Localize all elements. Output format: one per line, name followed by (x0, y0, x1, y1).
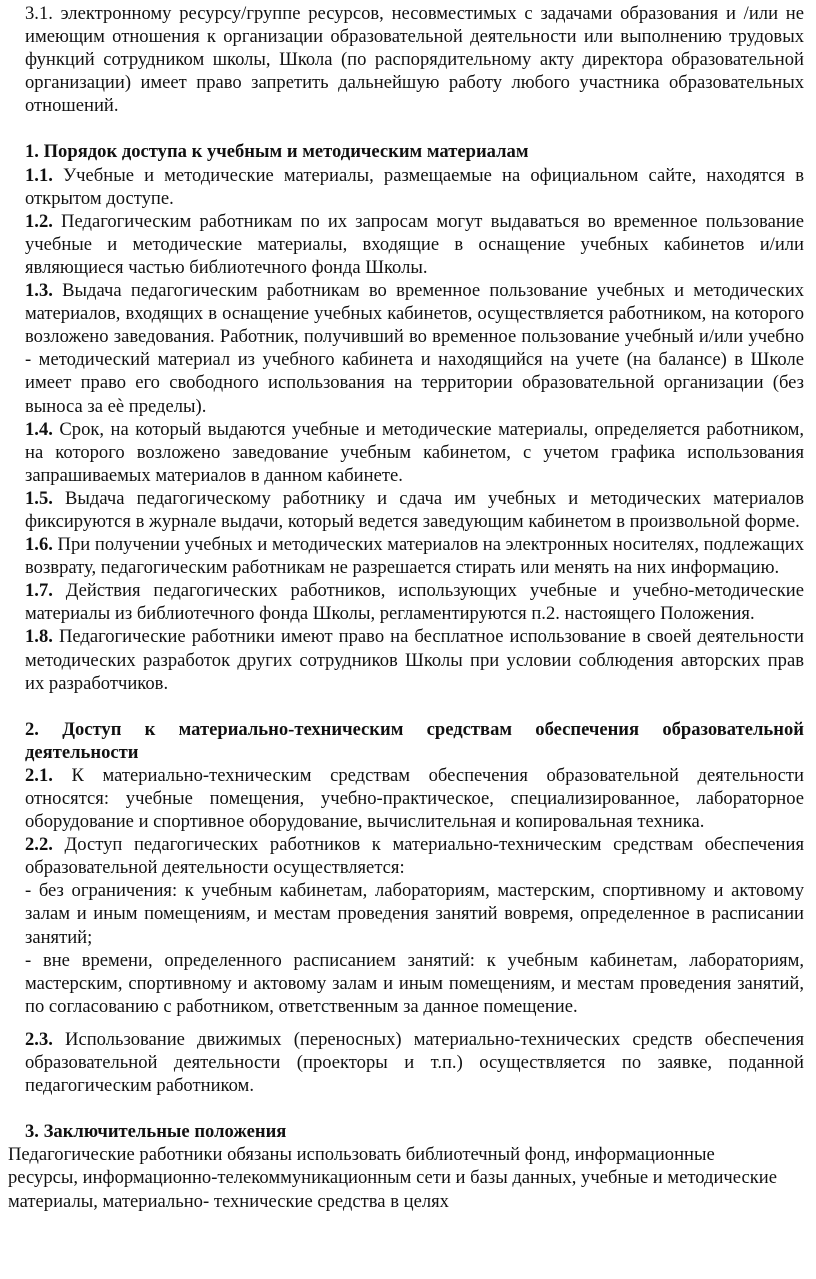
clause-1-5 (25, 487, 804, 533)
section-3-text: Педагогические работники обязаны использовать библиотечный фонд, информационные ресурсы, информационно-телекоммуникационным сети и базы данных, учебные и методические материалы, материально- технические средства в целях (8, 1144, 777, 1212)
clause-text: Педагогические работники имеют право на бесплатное использование в своей деятельности методических разработок других сотрудников Школы при условии соблюдения авторских прав их разработчиков. (25, 626, 804, 694)
intro-paragraph (25, 2, 804, 117)
section-1-heading: 1. Порядок доступа к учебным и методическим материалам (25, 141, 529, 163)
spacer (25, 1097, 804, 1120)
clause-number: 1.5. (25, 487, 53, 509)
clause-text: Педагогическим работникам по их запросам могут выдаваться во временное пользование учебные и методические материалы, входящие в оснащение учебных кабинетов и/или являющиеся частью библиотечного фонда Школы. (25, 210, 804, 278)
clause-text: Использование движимых (переносных) материально-технических средств обеспечения образовательной деятельности (проекторы и т.п.) осуществляется по заявке, поданной педагогическим работником. (25, 1028, 804, 1097)
clause-2-3 (25, 1028, 804, 1097)
clause-number: 1.3. (25, 280, 53, 302)
clause-2-2 (25, 833, 804, 879)
clause-text: К материально-техническим средствам обеспечения образовательной деятельности относятся: учебные помещения, учебно-практическое, специализированное, лабораторное оборудование и спортивное оборудование, вычислительная и копировальная техника. (25, 764, 804, 833)
clause-1-3 (25, 279, 804, 418)
spacer (25, 1018, 804, 1028)
clause-number: 2.1. (25, 764, 53, 786)
clause-number: 2.3. (25, 1028, 53, 1050)
clause-text: Действия педагогических работников, использующих учебные и учебно-методические материалы из библиотечного фонда Школы, регламентируются п.2. настоящего Положения. (25, 580, 804, 625)
clause-number: 1.4. (25, 418, 53, 440)
clause-number: 1.8. (25, 626, 53, 648)
clause-text: При получении учебных и методических материалов на электронных носителях, подлежащих возврату, педагогическим работникам не разрешается стирать или менять на них информацию. (25, 534, 804, 579)
clause-1-2 (25, 210, 804, 279)
bullet-item: - без ограничения: к учебным кабинетам, лабораториям, мастерским, спортивному и актовому залам и иным помещениям, и местам проведения занятий вовремя, определенное в расписании занятий; (25, 880, 804, 948)
section-2-heading: 2. Доступ к материально-техническим средствам обеспечения образовательной деятельности (25, 718, 804, 763)
clause-number: 1.7. (25, 580, 53, 602)
clause-number: 1.2. (25, 210, 53, 232)
clause-text: Выдача педагогическому работнику и сдача им учебных и методических материалов фиксируются в журнале выдачи, который ведется заведующим кабинетом в произвольной форме. (25, 487, 804, 532)
clause-number: 1.1. (25, 164, 53, 186)
spacer (25, 695, 804, 718)
clause-1-6 (25, 533, 804, 579)
clause-text: Доступ педагогических работников к материально-техническим средствам обеспечения образовательной деятельности осуществляется: (25, 834, 804, 879)
spacer (25, 117, 804, 140)
intro-text: электронному ресурсу/группе ресурсов, несовместимых с задачами образования и /или не имеющим отношения к организации образовательной деятельности или выполнению трудовых функций сотрудником школы, Школа (по распорядительному акту директора образовательной организации) имеет право запретить дальнейшую работу любого участника образовательных отношений. (25, 3, 804, 117)
section-3-heading: 3. Заключительные положения (25, 1121, 287, 1143)
intro-number: 3.1. (25, 3, 53, 24)
clause-text: Срок, на который выдаются учебные и методические материалы, определяется работником, на которого возложено заведование учебным кабинетом, с учетом графика использования запрашиваемых материалов в данном кабинете. (25, 418, 804, 486)
clause-1-7 (25, 579, 804, 625)
clause-text: Учебные и методические материалы, размещаемые на официальном сайте, находятся в открытом доступе. (25, 164, 804, 209)
clause-1-8 (25, 625, 804, 694)
bullet-item: - вне времени, определенного расписанием занятий: к учебным кабинетам, лабораториям, мастерским, спортивному и актовому залам и иным помещениям, и местам проведения занятий, по согласованию с работником, ответственным за данное помещение. (25, 949, 804, 1017)
clause-1-1 (25, 164, 804, 210)
clause-1-4 (25, 418, 804, 487)
clause-text: Выдача педагогическим работникам во временное пользование учебных и методических материалов, входящих в оснащение учебных кабинетов, осуществляется работником, на которого возложено заведования. Работник, получивший во временное пользование учебный и/или учебно - методический материал из учебного кабинета и находящийся на учете (на балансе) в Школе имеет право его свободного использования на территории образовательной организации (без выноса за еѐ пределы). (25, 280, 804, 417)
clause-number: 1.6. (25, 534, 53, 556)
clause-number: 2.2. (25, 834, 53, 856)
clause-2-1 (25, 764, 804, 833)
